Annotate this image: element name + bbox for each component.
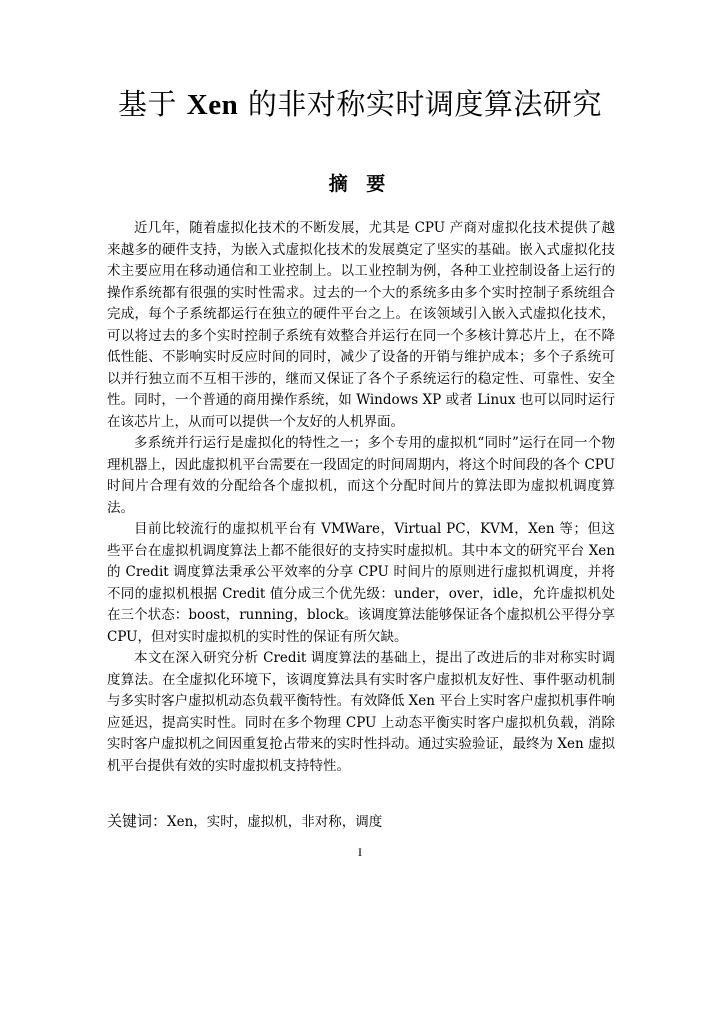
keywords-line: [107, 810, 615, 833]
keywords-text: Xen，实时，虚拟机，非对称，调度: [167, 814, 383, 830]
page-number: I: [358, 845, 362, 859]
keywords-label: 关键词：: [107, 812, 168, 830]
abstract-paragraph: 本文在深入研究分析 Credit 调度算法的基础上，提出了改进后的非对称实时调度算法。在全虚拟化环境下，该调度算法具有实时客户虚拟机友好性、事件驱动机制与多实时客户虚拟机动态负载平衡特性。有效降低 Xen 平台上实时客户虚拟机事件响应延迟，提高实时性。同时在多个物理 CPU 上动态平衡实时客户虚拟机负载，消除实时客户虚拟机之间因重复抢占带来的实时性抖动。通过实验验证，最终为 Xen 虚拟机平台提供有效的实时虚拟机支持特性。: [107, 650, 615, 774]
abstract-paragraph: 近几年，随着虚拟化技术的不断发展，尤其是 CPU 产商对虚拟化技术提供了越来越多的硬件支持，为嵌入式虚拟化技术的发展奠定了坚实的基础。嵌入式虚拟化技术主要应用在移动通信和工业控制上。以工业控制为例，各种工业控制设备上运行的操作系统都有很强的实时性需求。过去的一个大的系统多由多个实时控制子系统组合完成，每个子系统都运行在独立的硬件平台之上。在该领域引入嵌入式虚拟化技术，可以将过去的多个实时控制子系统有效整合并运行在同一个多核计算芯片上，在不降低性能、不影响实时反应时间的同时，减少了设备的开销与维护成本；多个子系统可以并行独立而不互相干涉的，继而又保证了各个子系统运行的稳定性、可靠性、安全性。同时，一个普通的商用操作系统，如 Windows XP 或者 Linux 也可以同时运行在该芯片上，从而可以提供一个友好的人机界面。: [107, 220, 615, 430]
title-latin: Xen: [186, 89, 239, 121]
title-suffix: 的非对称实时调度算法研究: [238, 87, 602, 121]
abstract-body: [107, 218, 615, 777]
abstract-paragraph: 多系统并行运行是虚拟化的特性之一；多个专用的虚拟机“同时”运行在同一个物理机器上，因此虚拟机平台需要在一段固定的时间周期内，将这个时间段的各个 CPU 时间片合理有效的分配给各个虚拟机，而这个分配时间片的算法即为虚拟机调度算法。: [107, 435, 615, 516]
paper-title: [0, 84, 720, 125]
title-prefix: 基于: [118, 87, 187, 121]
abstract-paragraph: 目前比较流行的虚拟机平台有 VMWare，Virtual PC，KVM，Xen 等；但这些平台在虚拟机调度算法上都不能很好的支持实时虚拟机。其中本文的研究平台 Xen 的 Credit 调度算法秉承公平效率的分享 CPU 时间片的原则进行虚拟机调度，并将不同的虚拟机根据 Credit 值分成三个优先级：under，over，idle，允许虚拟机处在三个状态：boost，running，block。该调度算法能够保证各个虚拟机公平得分享 CPU，但对实时虚拟机的实时性的保证有所欠缺。: [107, 521, 615, 645]
abstract-heading: 摘 要: [328, 173, 392, 195]
